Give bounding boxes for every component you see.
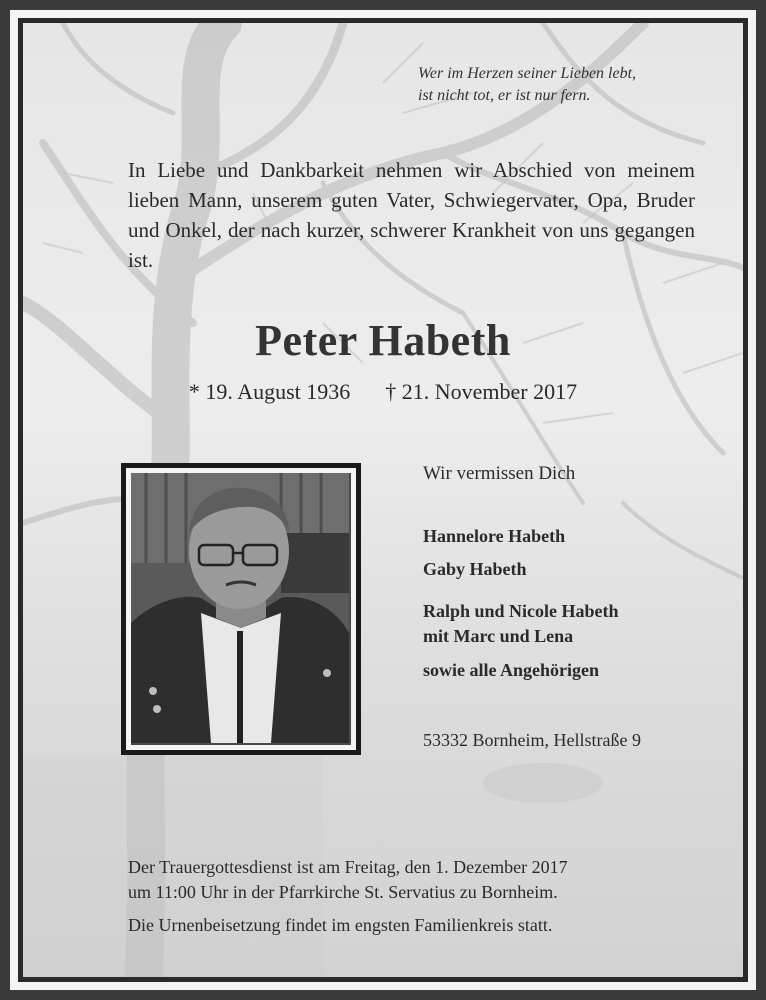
- portrait-frame: [121, 463, 361, 755]
- mourner-address: 53332 Bornheim, Hellstraße 9: [423, 730, 641, 750]
- mourner-name: Hannelore Habeth: [423, 526, 566, 546]
- mourner-name: mit Marc und Lena: [423, 626, 574, 646]
- service-info: [128, 855, 708, 938]
- portrait-photo: [131, 473, 351, 745]
- urn-burial-note: Die Urnenbeisetzung findet im engsten Familienkreis statt.: [128, 915, 553, 935]
- life-dates: [23, 379, 743, 405]
- service-line-1: Der Trauergottesdienst ist am Freitag, den 1. Dezember 2017: [128, 857, 568, 877]
- miss-you-heading: Wir vermissen Dich: [423, 463, 576, 484]
- birth-date: * 19. August 1936: [188, 379, 351, 404]
- mourner-name: Ralph und Nicole Habeth: [423, 601, 619, 621]
- service-line-2: um 11:00 Uhr in der Pfarrkirche St. Servatius zu Bornheim.: [128, 882, 558, 902]
- death-date: † 21. November 2017: [385, 379, 578, 404]
- obituary-frame: [18, 18, 748, 982]
- mourner-name: sowie alle Angehörigen: [423, 660, 599, 680]
- intro-text: In Liebe und Dankbarkeit nehmen wir Abschied von meinem lieben Mann, unserem guten Vater, Schwiegervater, Opa, Bruder und Onkel, der nach kurzer, schwerer Krankheit von uns gegangen ist.: [128, 158, 695, 272]
- obituary-page: [10, 10, 756, 990]
- motto-line-2: ist nicht tot, er ist nur fern.: [418, 87, 591, 104]
- portrait-image: [131, 473, 349, 743]
- deceased-name: Peter Habeth: [255, 316, 511, 365]
- motto-line-1: Wer im Herzen seiner Lieben lebt,: [418, 65, 637, 82]
- mourner-name: Gaby Habeth: [423, 559, 527, 579]
- motto-quote: [418, 63, 718, 107]
